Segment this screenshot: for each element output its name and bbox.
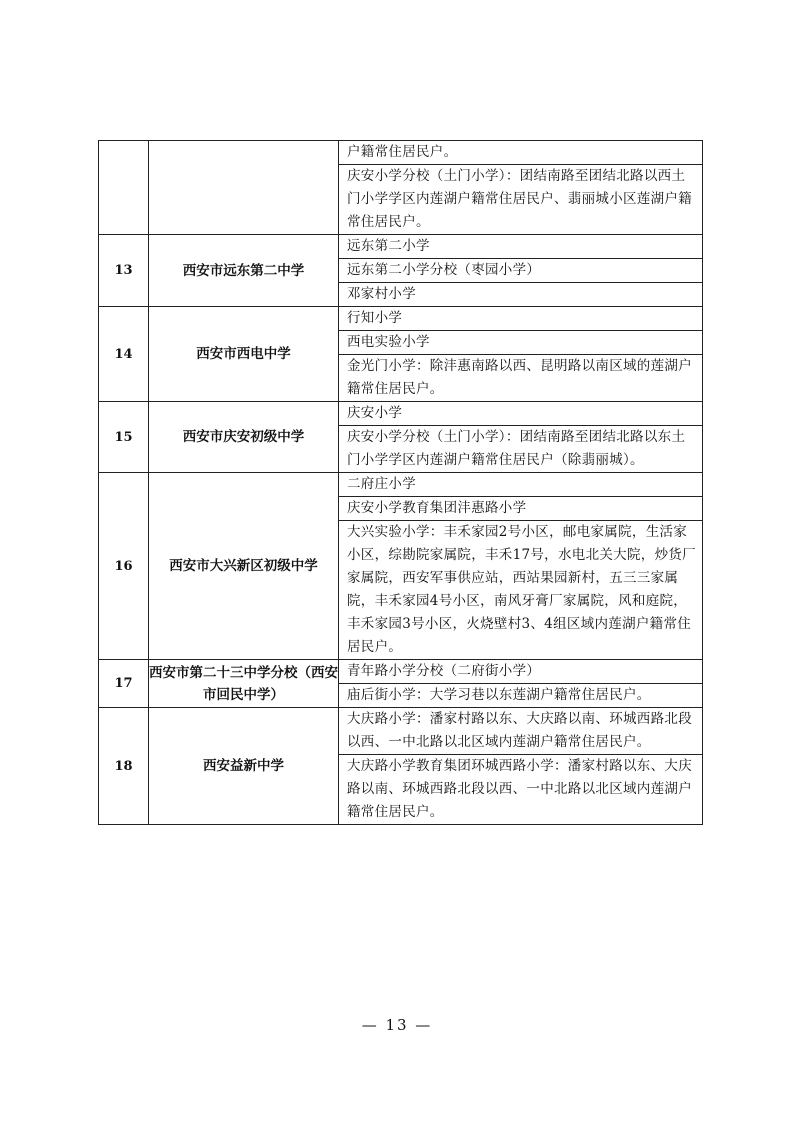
table-row (99, 473, 703, 497)
primary-school-entry: 户籍常住居民户。 (339, 141, 703, 165)
row-number: 16 (99, 473, 149, 660)
table-row (99, 141, 703, 165)
table-body (99, 141, 703, 825)
primary-school-entry: 庆安小学分校（土门小学）：团结南路至团结北路以西土门小学学区内莲湖户籍常住居民户、翡丽城小区莲湖户籍常住居民户。 (339, 165, 703, 235)
primary-school-entry: 远东第二小学分校（枣园小学） (339, 259, 703, 283)
primary-school-entry: 二府庄小学 (339, 473, 703, 497)
table-row (99, 660, 703, 684)
primary-school-entry: 金光门小学：除沣惠南路以西、昆明路以南区域的莲湖户籍常住居民户。 (339, 355, 703, 402)
primary-school-entry: 大庆路小学：潘家村路以东、大庆路以南、环城西路北段以西、一中北路以北区域内莲湖户籍常住居民户。 (339, 708, 703, 755)
primary-school-entry: 庆安小学教育集团沣惠路小学 (339, 497, 703, 521)
primary-school-entry: 西电实验小学 (339, 331, 703, 355)
row-number: 13 (99, 235, 149, 307)
page-number: — 13 — (361, 1016, 433, 1034)
school-district-table (98, 140, 703, 825)
primary-school-entry: 远东第二小学 (339, 235, 703, 259)
row-number: 18 (99, 708, 149, 825)
middle-school-name (149, 141, 339, 235)
middle-school-name: 西安市大兴新区初级中学 (149, 473, 339, 660)
middle-school-name: 西安市第二十三中学分校（西安市回民中学） (149, 660, 339, 708)
table-row (99, 402, 703, 426)
table-row (99, 235, 703, 259)
primary-school-entry: 青年路小学分校（二府街小学） (339, 660, 703, 684)
primary-school-entry: 邓家村小学 (339, 283, 703, 307)
table-row (99, 307, 703, 331)
row-number (99, 141, 149, 235)
middle-school-name: 西安益新中学 (149, 708, 339, 825)
primary-school-entry: 行知小学 (339, 307, 703, 331)
row-number: 14 (99, 307, 149, 402)
primary-school-entry: 庙后街小学：大学习巷以东莲湖户籍常住居民户。 (339, 684, 703, 708)
primary-school-entry: 庆安小学分校（土门小学）：团结南路至团结北路以东土门小学学区内莲湖户籍常住居民户（除翡丽城）。 (339, 426, 703, 473)
primary-school-entry: 大兴实验小学：丰禾家园2号小区，邮电家属院，生活家小区，综勘院家属院，丰禾17号，水电北关大院，炒货厂家属院，西安军事供应站，西站果园新村，五三三家属院，丰禾家园4号小区，南风牙膏厂家属院，风和庭院，丰禾家园3号小区，火烧壁村3、4组区域内莲湖户籍常住居民户。 (339, 521, 703, 660)
middle-school-name: 西安市西电中学 (149, 307, 339, 402)
middle-school-name: 西安市远东第二中学 (149, 235, 339, 307)
primary-school-entry: 庆安小学 (339, 402, 703, 426)
row-number: 15 (99, 402, 149, 473)
primary-school-entry: 大庆路小学教育集团环城西路小学：潘家村路以东、大庆路以南、环城西路北段以西、一中北路以北区域内莲湖户籍常住居民户。 (339, 755, 703, 825)
middle-school-name: 西安市庆安初级中学 (149, 402, 339, 473)
row-number: 17 (99, 660, 149, 708)
table-row (99, 708, 703, 755)
